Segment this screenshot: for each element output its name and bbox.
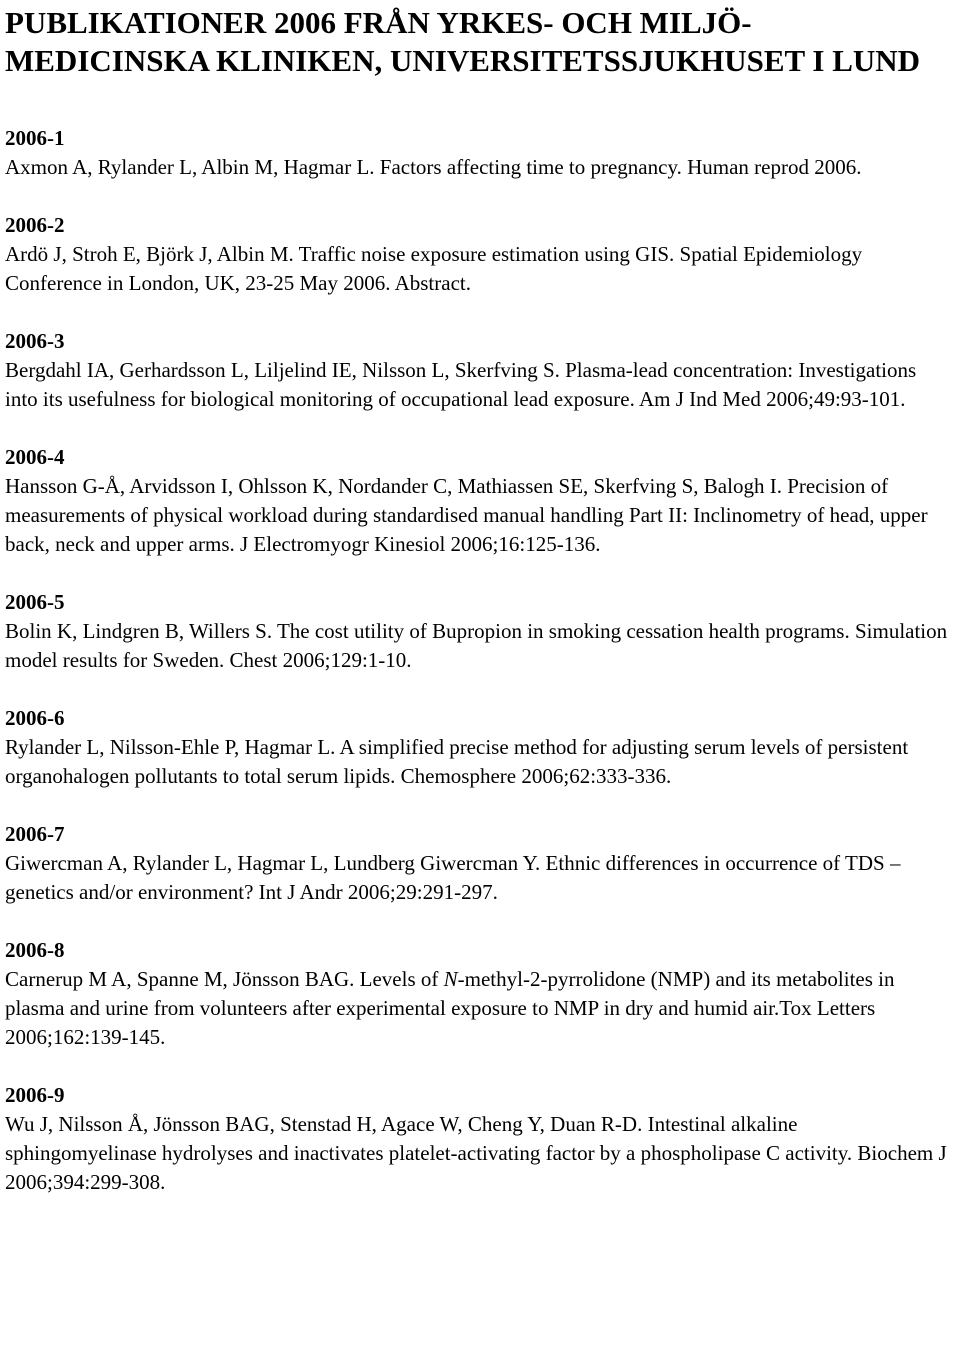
publication-citation: Ardö J, Stroh E, Björk J, Albin M. Traffic noise exposure estimation using GIS. Spatial Epidemiology Conference in London, UK, 23-25 May 2006. Abstract. <box>5 242 863 295</box>
citation-text-before: Carnerup M A, Spanne M, Jönsson BAG. Levels of <box>5 967 444 991</box>
publication-id: 2006-5 <box>5 590 65 614</box>
publication-entry <box>5 124 952 182</box>
publication-citation: Bergdahl IA, Gerhardsson L, Liljelind IE, Nilsson L, Skerfving S. Plasma-lead concentration: Investigations into its usefulness for biological monitoring of occupational lead exposure. Am J Ind Med 2006;49:93-101. <box>5 358 917 411</box>
publication-entry <box>5 327 952 414</box>
publication-entry <box>5 820 952 907</box>
publication-id: 2006-9 <box>5 1083 65 1107</box>
publication-entry <box>5 936 952 1052</box>
publication-entry <box>5 704 952 791</box>
publication-citation <box>5 965 952 1052</box>
publication-id: 2006-6 <box>5 706 65 730</box>
publication-id: 2006-2 <box>5 213 65 237</box>
publication-citation: Rylander L, Nilsson-Ehle P, Hagmar L. A simplified precise method for adjusting serum levels of persistent organohalogen pollutants to total serum lipids. Chemosphere 2006;62:333-336. <box>5 735 909 788</box>
page-title: PUBLIKATIONER 2006 FRÅN YRKES- OCH MILJÖ-MEDICINSKA KLINIKEN, UNIVERSITETSSJUKHUSET I LUND <box>5 5 921 78</box>
publication-id: 2006-7 <box>5 822 65 846</box>
publication-citation: Axmon A, Rylander L, Albin M, Hagmar L. Factors affecting time to pregnancy. Human reprod 2006. <box>5 155 862 179</box>
publication-entry <box>5 443 952 559</box>
citation-italic-symbol: N <box>443 967 458 991</box>
publication-id: 2006-4 <box>5 445 65 469</box>
publication-entry <box>5 588 952 675</box>
publication-citation: Bolin K, Lindgren B, Willers S. The cost utility of Bupropion in smoking cessation health programs. Simulation model results for Sweden. Chest 2006;129:1-10. <box>5 619 948 672</box>
publication-id: 2006-1 <box>5 126 65 150</box>
publication-id: 2006-3 <box>5 329 65 353</box>
citation-text-after: -methyl-2-pyrrolidone (NMP) and its metabolites in plasma and urine from volunteers after experimental exposure to NMP in dry and humid air.Tox Letters 2006;162:139-145. <box>5 967 895 1049</box>
publication-citation: Wu J, Nilsson Å, Jönsson BAG, Stenstad H, Agace W, Cheng Y, Duan R-D. Intestinal alkaline sphingomyelinase hydrolyses and inactivates platelet-activating factor by a phospholipase C activity. Biochem J 2006;394:299-308. <box>5 1112 947 1194</box>
publication-entry <box>5 1081 952 1197</box>
publication-entry <box>5 211 952 298</box>
publication-citation: Hansson G-Å, Arvidsson I, Ohlsson K, Nordander C, Mathiassen SE, Skerfving S, Balogh I. Precision of measurements of physical workload during standardised manual handling Part II: Inclinometry of head, upper back, neck and upper arms. J Electromyogr Kinesiol 2006;16:125-136. <box>5 474 928 556</box>
publication-list <box>5 124 952 1197</box>
publication-id: 2006-8 <box>5 938 65 962</box>
publication-citation: Giwercman A, Rylander L, Hagmar L, Lundberg Giwercman Y. Ethnic differences in occurrence of TDS – genetics and/or environment? Int J Andr 2006;29:291-297. <box>5 851 901 904</box>
